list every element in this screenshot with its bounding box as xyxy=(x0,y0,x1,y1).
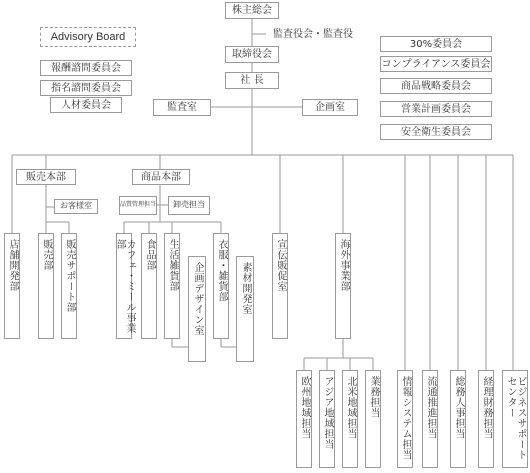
planning-design-office: 企画デザイン室 xyxy=(188,256,206,362)
sales-support-dept: 販売サポート部 xyxy=(61,233,77,339)
president: 社 長 xyxy=(225,72,279,89)
planning-office: 企画室 xyxy=(302,99,358,116)
advisory-board: Advisory Board xyxy=(40,27,136,47)
business-support-center: ビジネスサポートセンター xyxy=(502,370,528,468)
audit-office: 監査室 xyxy=(153,99,211,116)
north-america-region: 北米地域担当 xyxy=(342,370,358,468)
committee-product-strategy: 商品戦略委員会 xyxy=(380,78,492,94)
customer-office: お客様室 xyxy=(54,199,98,214)
food-dept: 食品部 xyxy=(141,233,157,339)
committee-safety-health: 安全衛生委員会 xyxy=(380,124,492,140)
committee-sales-plan: 営業計画委員会 xyxy=(380,101,492,117)
committee-compliance: コンプライアンス委員会 xyxy=(380,56,492,72)
living-goods-dept: 生活雑貨部 xyxy=(164,233,180,339)
auditors-label: 監査役会・監査役 xyxy=(271,25,355,40)
materials-dev-office: 素材開発室 xyxy=(236,256,254,362)
shareholders-meeting: 株主総会 xyxy=(225,2,279,19)
cafe-meal-division: カフェ・ミール事業部 xyxy=(116,233,132,339)
asia-region: アジア地域担当 xyxy=(319,370,335,468)
sales-hq: 販売本部 xyxy=(16,169,76,185)
overseas-division: 海外事業部 xyxy=(335,233,351,339)
logistics-promotion: 流通推進担当 xyxy=(422,370,438,468)
hr-committee: 人材委員会 xyxy=(50,97,122,113)
info-systems: 情報システム担当 xyxy=(397,370,413,468)
product-hq: 商品本部 xyxy=(132,169,190,185)
board-of-directors: 取締役会 xyxy=(225,46,279,63)
wholesale: 卸売担当 xyxy=(168,196,210,215)
compensation-committee: 報酬諮問委員会 xyxy=(40,60,132,76)
promotion-office: 宣伝販促室 xyxy=(272,233,288,339)
sales-dept: 販売部 xyxy=(38,233,54,339)
committee-30pct: 30%委員会 xyxy=(380,36,492,52)
europe-region: 欧州地域担当 xyxy=(296,370,312,468)
business-affairs: 業務担当 xyxy=(365,370,381,468)
quality-control: 品質管理担当 xyxy=(119,196,157,215)
nomination-committee: 指名諮問委員会 xyxy=(40,80,132,96)
clothing-goods-dept: 衣服・雑貨部 xyxy=(213,233,229,339)
accounting-finance: 経理財務担当 xyxy=(478,370,494,468)
store-development-dept: 店舗開発部 xyxy=(4,233,20,339)
general-affairs-hr: 総務人事担当 xyxy=(450,370,466,468)
